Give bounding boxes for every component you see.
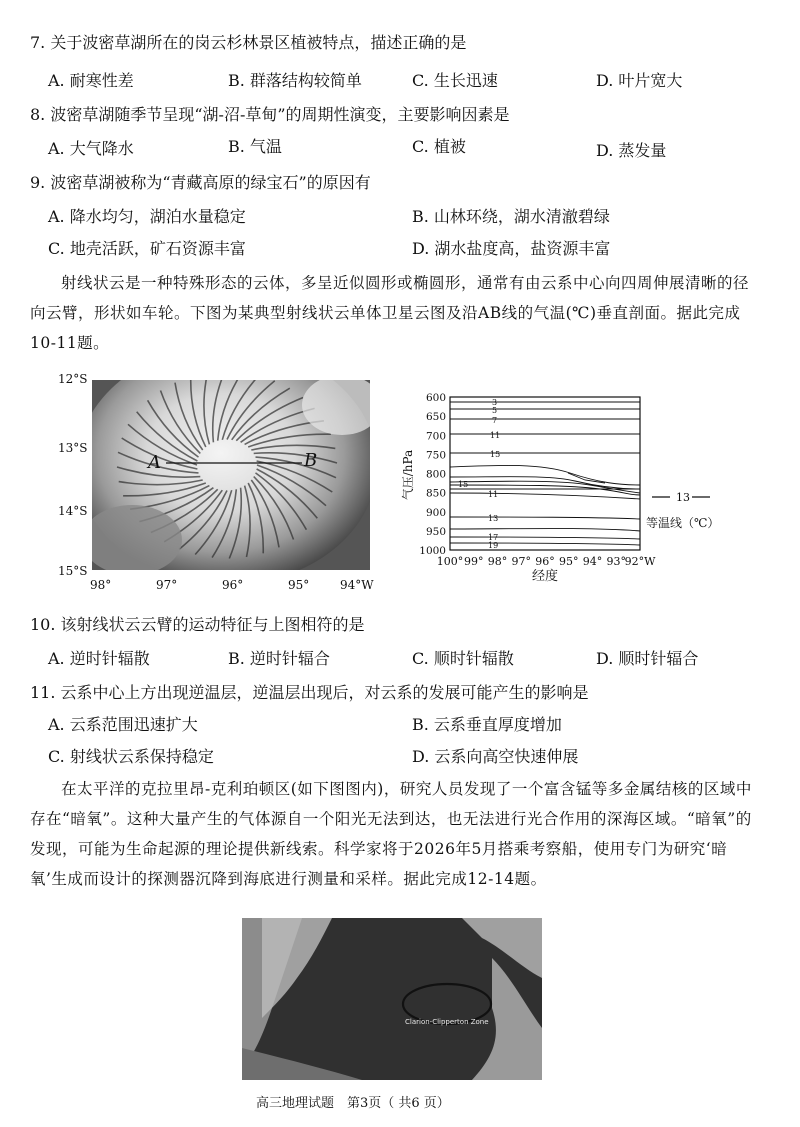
q11-option-b[interactable]: B. 云系垂直厚度增加: [412, 715, 562, 734]
isotherm-label: 11: [490, 431, 501, 440]
q8-option-d[interactable]: D. 蒸发量: [596, 141, 667, 160]
q8-option-c[interactable]: C. 植被: [412, 137, 466, 156]
passage-radial-cloud: 射线状云是一种特殊形态的云体，多呈近似圆形或椭圆形，通常有由云系中心向四周伸展清晰的径向云臂，形状如车轮。下图为某典型射线状云单体卫星云图及沿AB线的气温(℃)垂直剖面。据此完成10-11题。: [30, 274, 750, 352]
q8-option-a[interactable]: A. 大气降水: [48, 139, 134, 158]
profile-x-tick: 96°: [535, 555, 555, 568]
ocean-satellite-map: [242, 918, 542, 1080]
satellite-cloud-image: [92, 380, 370, 570]
q10-option-a[interactable]: A. 逆时针辐散: [48, 649, 150, 668]
profile-y-tick: 1000: [419, 545, 446, 557]
profile-x-tick: 97°: [511, 555, 532, 568]
page-footer: 高三地理试题 第3页（ 共6 页）: [256, 1096, 450, 1111]
q11-option-c[interactable]: C. 射线状云系保持稳定: [48, 747, 214, 766]
lat-tick: 13°S: [58, 441, 88, 455]
profile-x-tick: 98°: [487, 555, 508, 568]
isotherm-label: 11: [488, 490, 499, 499]
lat-tick: 14°S: [58, 504, 88, 518]
q9-option-b[interactable]: B. 山林环绕，湖水清澈碧绿: [412, 207, 610, 226]
isotherm-label: 13: [488, 514, 499, 523]
q11-option-a[interactable]: A. 云系范围迅速扩大: [48, 715, 198, 734]
q7-stem: 7. 关于波密草湖所在的岗云杉林景区植被特点，描述正确的是: [30, 33, 467, 52]
profile-x-tick: 92°W: [624, 555, 656, 568]
isotherm-label: 5: [492, 406, 498, 415]
q7-option-b[interactable]: B. 群落结构较简单: [228, 71, 362, 90]
profile-x-tick: 93°: [606, 555, 627, 568]
profile-y-tick: 750: [425, 449, 446, 462]
profile-x-tick: 99°: [464, 555, 484, 568]
q8-stem: 8. 波密草湖随季节呈现“湖-沼-草甸”的周期性演变，主要影响因素是: [30, 105, 510, 124]
profile-y-tick: 950: [425, 525, 446, 538]
q9-option-c[interactable]: C. 地壳活跃，矿石资源丰富: [48, 239, 246, 258]
q9-option-a[interactable]: A. 降水均匀，湖泊水量稳定: [48, 207, 246, 226]
q9-option-d[interactable]: D. 湖水盐度高，盐资源丰富: [412, 239, 611, 258]
q7-option-c[interactable]: C. 生长迅速: [412, 71, 498, 90]
passage-dark-oxygen: 在太平洋的克拉里昂-克利珀顿区(如下图图内)，研究人员发现了一个富含锰等多金属结核的区域中存在“暗氧”。这种大量产生的气体源自一个阳光无法到达，也无法进行光合作用的深海区域。“暗氧”的发现，可能为生命起源的理论提供新线索。科学家将于2026年5月搭乘考察船，使用专门为研究‘暗氧’生成而设计的探测器沉降到海底进行测量和采样。据此完成12-14题。: [30, 780, 752, 888]
lat-tick: 12°S: [58, 372, 88, 386]
profile-y-tick: 650: [425, 411, 446, 424]
q8-option-b[interactable]: B. 气温: [228, 137, 282, 156]
isotherm-label: 3: [492, 398, 498, 407]
q7-option-d[interactable]: D. 叶片宽大: [596, 71, 683, 90]
q10-option-d[interactable]: D. 顺时针辐合: [596, 649, 699, 668]
profile-x-tick: 94°: [582, 555, 603, 568]
isotherm-label: 15: [490, 450, 501, 459]
profile-y-tick: 800: [425, 468, 446, 481]
isotherm-label: 7: [492, 416, 498, 425]
profile-y-tick: 600: [425, 392, 446, 404]
profile-y-tick: 900: [425, 506, 446, 519]
profile-x-tick: 100°: [436, 555, 464, 568]
label-b: B: [304, 450, 318, 471]
legend-text: 等温线（℃）: [646, 516, 720, 530]
q9-stem: 9. 波密草湖被称为“青藏高原的绿宝石”的原因有: [30, 173, 371, 192]
lon-tick: 96°: [222, 578, 244, 592]
q10-stem: 10. 该射线状云云臂的运动特征与上图相符的是: [30, 615, 365, 634]
isotherm-label: 19: [488, 541, 499, 550]
temperature-profile-chart: [400, 385, 770, 585]
isotherm-label: 15: [458, 480, 469, 489]
lon-tick: 94°W: [340, 578, 374, 592]
q11-option-d[interactable]: D. 云系向高空快速伸展: [412, 747, 579, 766]
q10-option-c[interactable]: C. 顺时针辐散: [412, 649, 514, 668]
q10-option-b[interactable]: B. 逆时针辐合: [228, 649, 330, 668]
label-a: A: [148, 452, 161, 473]
profile-y-tick: 700: [425, 430, 446, 443]
lon-tick: 97°: [156, 578, 178, 592]
q11-stem: 11. 云系中心上方出现逆温层，逆温层出现后，对云系的发展可能产生的影响是: [30, 683, 589, 702]
zone-label: Clarion-Clipperton Zone: [405, 1018, 489, 1026]
q7-option-a[interactable]: A. 耐寒性差: [48, 71, 134, 90]
lon-tick: 98°: [90, 578, 112, 592]
profile-ylabel: 气压/hPa: [401, 449, 415, 501]
profile-xlabel: 经度: [531, 569, 559, 584]
legend-value: 13: [676, 491, 690, 504]
lat-tick: 15°S: [58, 564, 88, 578]
lon-tick: 95°: [288, 578, 310, 592]
profile-x-tick: 95°: [559, 555, 579, 568]
profile-y-tick: 850: [425, 487, 446, 500]
isotherm-label: 17: [488, 533, 499, 542]
